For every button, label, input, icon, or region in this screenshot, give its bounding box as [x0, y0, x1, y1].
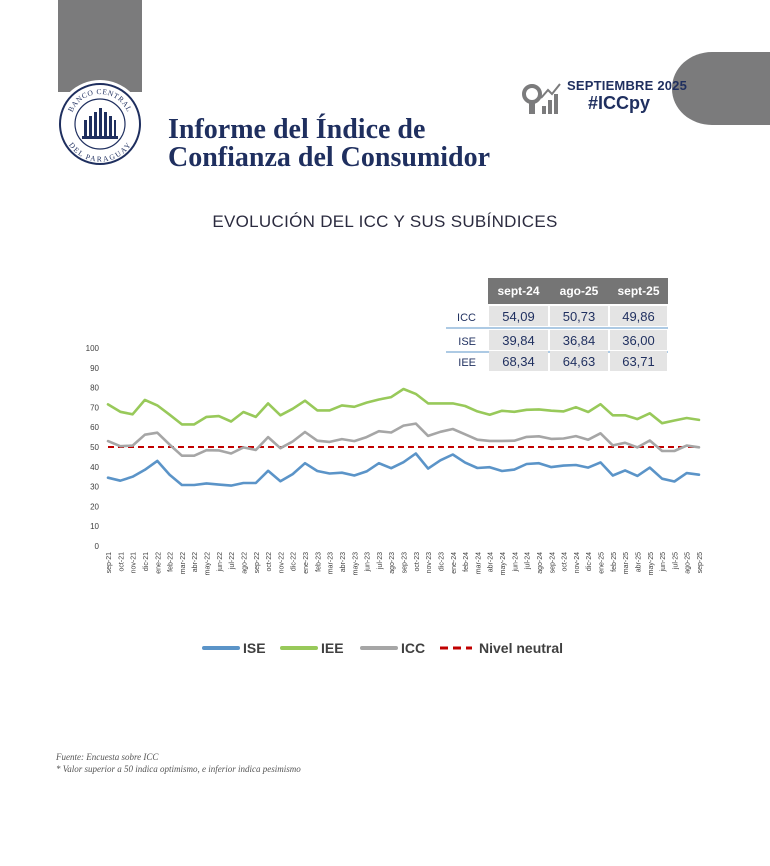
hashtag: #ICCpy	[588, 93, 651, 113]
table-cell-value: 68,34	[502, 354, 535, 369]
x-tick-label: oct-24	[561, 552, 569, 572]
table-row-label: IEE	[458, 357, 476, 369]
source-footnote: Fuente: Encuesta sobre ICC	[56, 752, 159, 762]
table-row-label: ISE	[458, 336, 476, 348]
x-tick-label: dic-22	[290, 552, 298, 572]
table-row-label: ICC	[457, 312, 476, 324]
x-tick-label: feb-24	[463, 552, 471, 572]
x-tick-label: feb-25	[610, 552, 618, 572]
x-tick-label: jun-24	[512, 552, 520, 572]
y-tick-label: 100	[85, 344, 99, 353]
x-tick-label: jul-24	[524, 552, 532, 570]
x-tick-label: nov-21	[130, 552, 138, 574]
y-tick-label: 30	[90, 482, 99, 492]
table-cell-value: 54,09	[502, 309, 535, 324]
x-tick-label: jul-25	[672, 552, 680, 570]
x-tick-label: jun-22	[216, 552, 224, 572]
x-tick-label: mar-22	[179, 552, 187, 575]
table-cell-value: 36,00	[622, 333, 655, 348]
x-tick-label: sep-22	[253, 552, 261, 574]
table-cell-value: 63,71	[622, 354, 655, 369]
table-column-header: ago-25	[559, 284, 599, 298]
table-cell-value: 39,84	[502, 333, 535, 348]
x-tick-label: oct-21	[118, 552, 126, 572]
x-tick-label: oct-23	[413, 552, 421, 572]
x-tick-label: sep-23	[401, 552, 409, 574]
x-tick-label: may-25	[647, 552, 655, 576]
legend-label: ISE	[243, 640, 266, 656]
x-tick-label: nov-22	[278, 552, 286, 574]
table-cell-value: 36,84	[562, 333, 596, 348]
y-tick-label: 50	[90, 443, 99, 452]
x-tick-label: ene-23	[303, 552, 310, 574]
x-tick-label: jun-23	[364, 552, 372, 572]
x-tick-label: abr-24	[487, 552, 495, 573]
x-tick-label: ago-22	[241, 552, 249, 574]
series-line-icc	[108, 424, 699, 456]
svg-text:DEL PARAGUAY: DEL PARAGUAY	[67, 140, 133, 164]
legend-label: ICC	[401, 640, 426, 656]
table-cell-value: 49,86	[622, 309, 655, 324]
x-tick-label: nov-24	[573, 552, 581, 574]
x-tick-label: abr-22	[192, 552, 200, 573]
table-column-header: sept-25	[617, 284, 660, 298]
y-tick-label: 60	[90, 423, 99, 433]
x-tick-label: jul-23	[376, 552, 384, 570]
x-tick-label: dic-24	[586, 552, 594, 572]
table-cell-value: 50,73	[562, 309, 596, 324]
x-tick-label: feb-23	[315, 552, 323, 572]
chart-title: EVOLUCIÓN DEL ICC Y SUS SUBÍNDICES	[212, 212, 558, 231]
x-tick-label: mar-24	[475, 552, 483, 575]
x-tick-label: mar-23	[327, 552, 335, 575]
x-tick-label: may-24	[500, 552, 507, 576]
x-tick-label: ene-24	[450, 552, 458, 574]
table-column-header: sept-24	[497, 284, 540, 298]
y-tick-label: 70	[90, 403, 99, 413]
page-title-line-1: Informe del Índice de	[168, 114, 426, 145]
x-tick-label: ene-25	[598, 552, 606, 574]
x-tick-label: mar-25	[623, 552, 631, 575]
series-line-ise	[108, 454, 699, 486]
page-title-line-2: Confianza del Consumidor	[168, 142, 491, 173]
x-tick-label: may-23	[352, 552, 360, 576]
x-tick-label: ago-25	[684, 552, 692, 574]
x-tick-label: oct-22	[266, 552, 274, 572]
x-tick-label: sep-24	[549, 552, 557, 574]
x-tick-label: ago-23	[389, 552, 397, 574]
x-tick-label: dic-21	[142, 552, 150, 572]
x-tick-label: ago-24	[536, 552, 544, 574]
y-tick-label: 10	[90, 522, 99, 532]
table-cell-value: 64,63	[562, 354, 596, 369]
x-tick-label: sep-25	[697, 552, 704, 574]
y-tick-label: 80	[90, 383, 99, 393]
y-tick-label: 0	[94, 542, 99, 551]
x-tick-label: jun-25	[660, 552, 668, 572]
series-line-iee	[108, 389, 699, 424]
legend-label: Nivel neutral	[479, 640, 564, 656]
y-tick-label: 90	[90, 363, 99, 373]
y-tick-label: 20	[90, 502, 99, 512]
x-tick-label: nov-23	[426, 552, 434, 574]
report-date: SEPTIEMBRE 2025	[567, 78, 688, 93]
x-tick-label: abr-25	[635, 552, 643, 573]
x-tick-label: jul-22	[229, 552, 237, 570]
interpretation-footnote: * Valor superior a 50 indica optimismo, e inferior indica pesimismo	[56, 764, 301, 774]
x-tick-label: may-22	[204, 552, 212, 576]
x-tick-label: ene-22	[155, 552, 163, 574]
y-tick-label: 40	[90, 462, 99, 472]
x-tick-label: abr-23	[339, 552, 347, 573]
svg-text:BANCO CENTRAL: BANCO CENTRAL	[65, 86, 135, 114]
x-tick-label: dic-23	[438, 552, 446, 572]
x-tick-label: feb-22	[167, 552, 175, 572]
x-tick-label: sep-21	[106, 552, 113, 574]
legend-label: IEE	[321, 640, 344, 656]
